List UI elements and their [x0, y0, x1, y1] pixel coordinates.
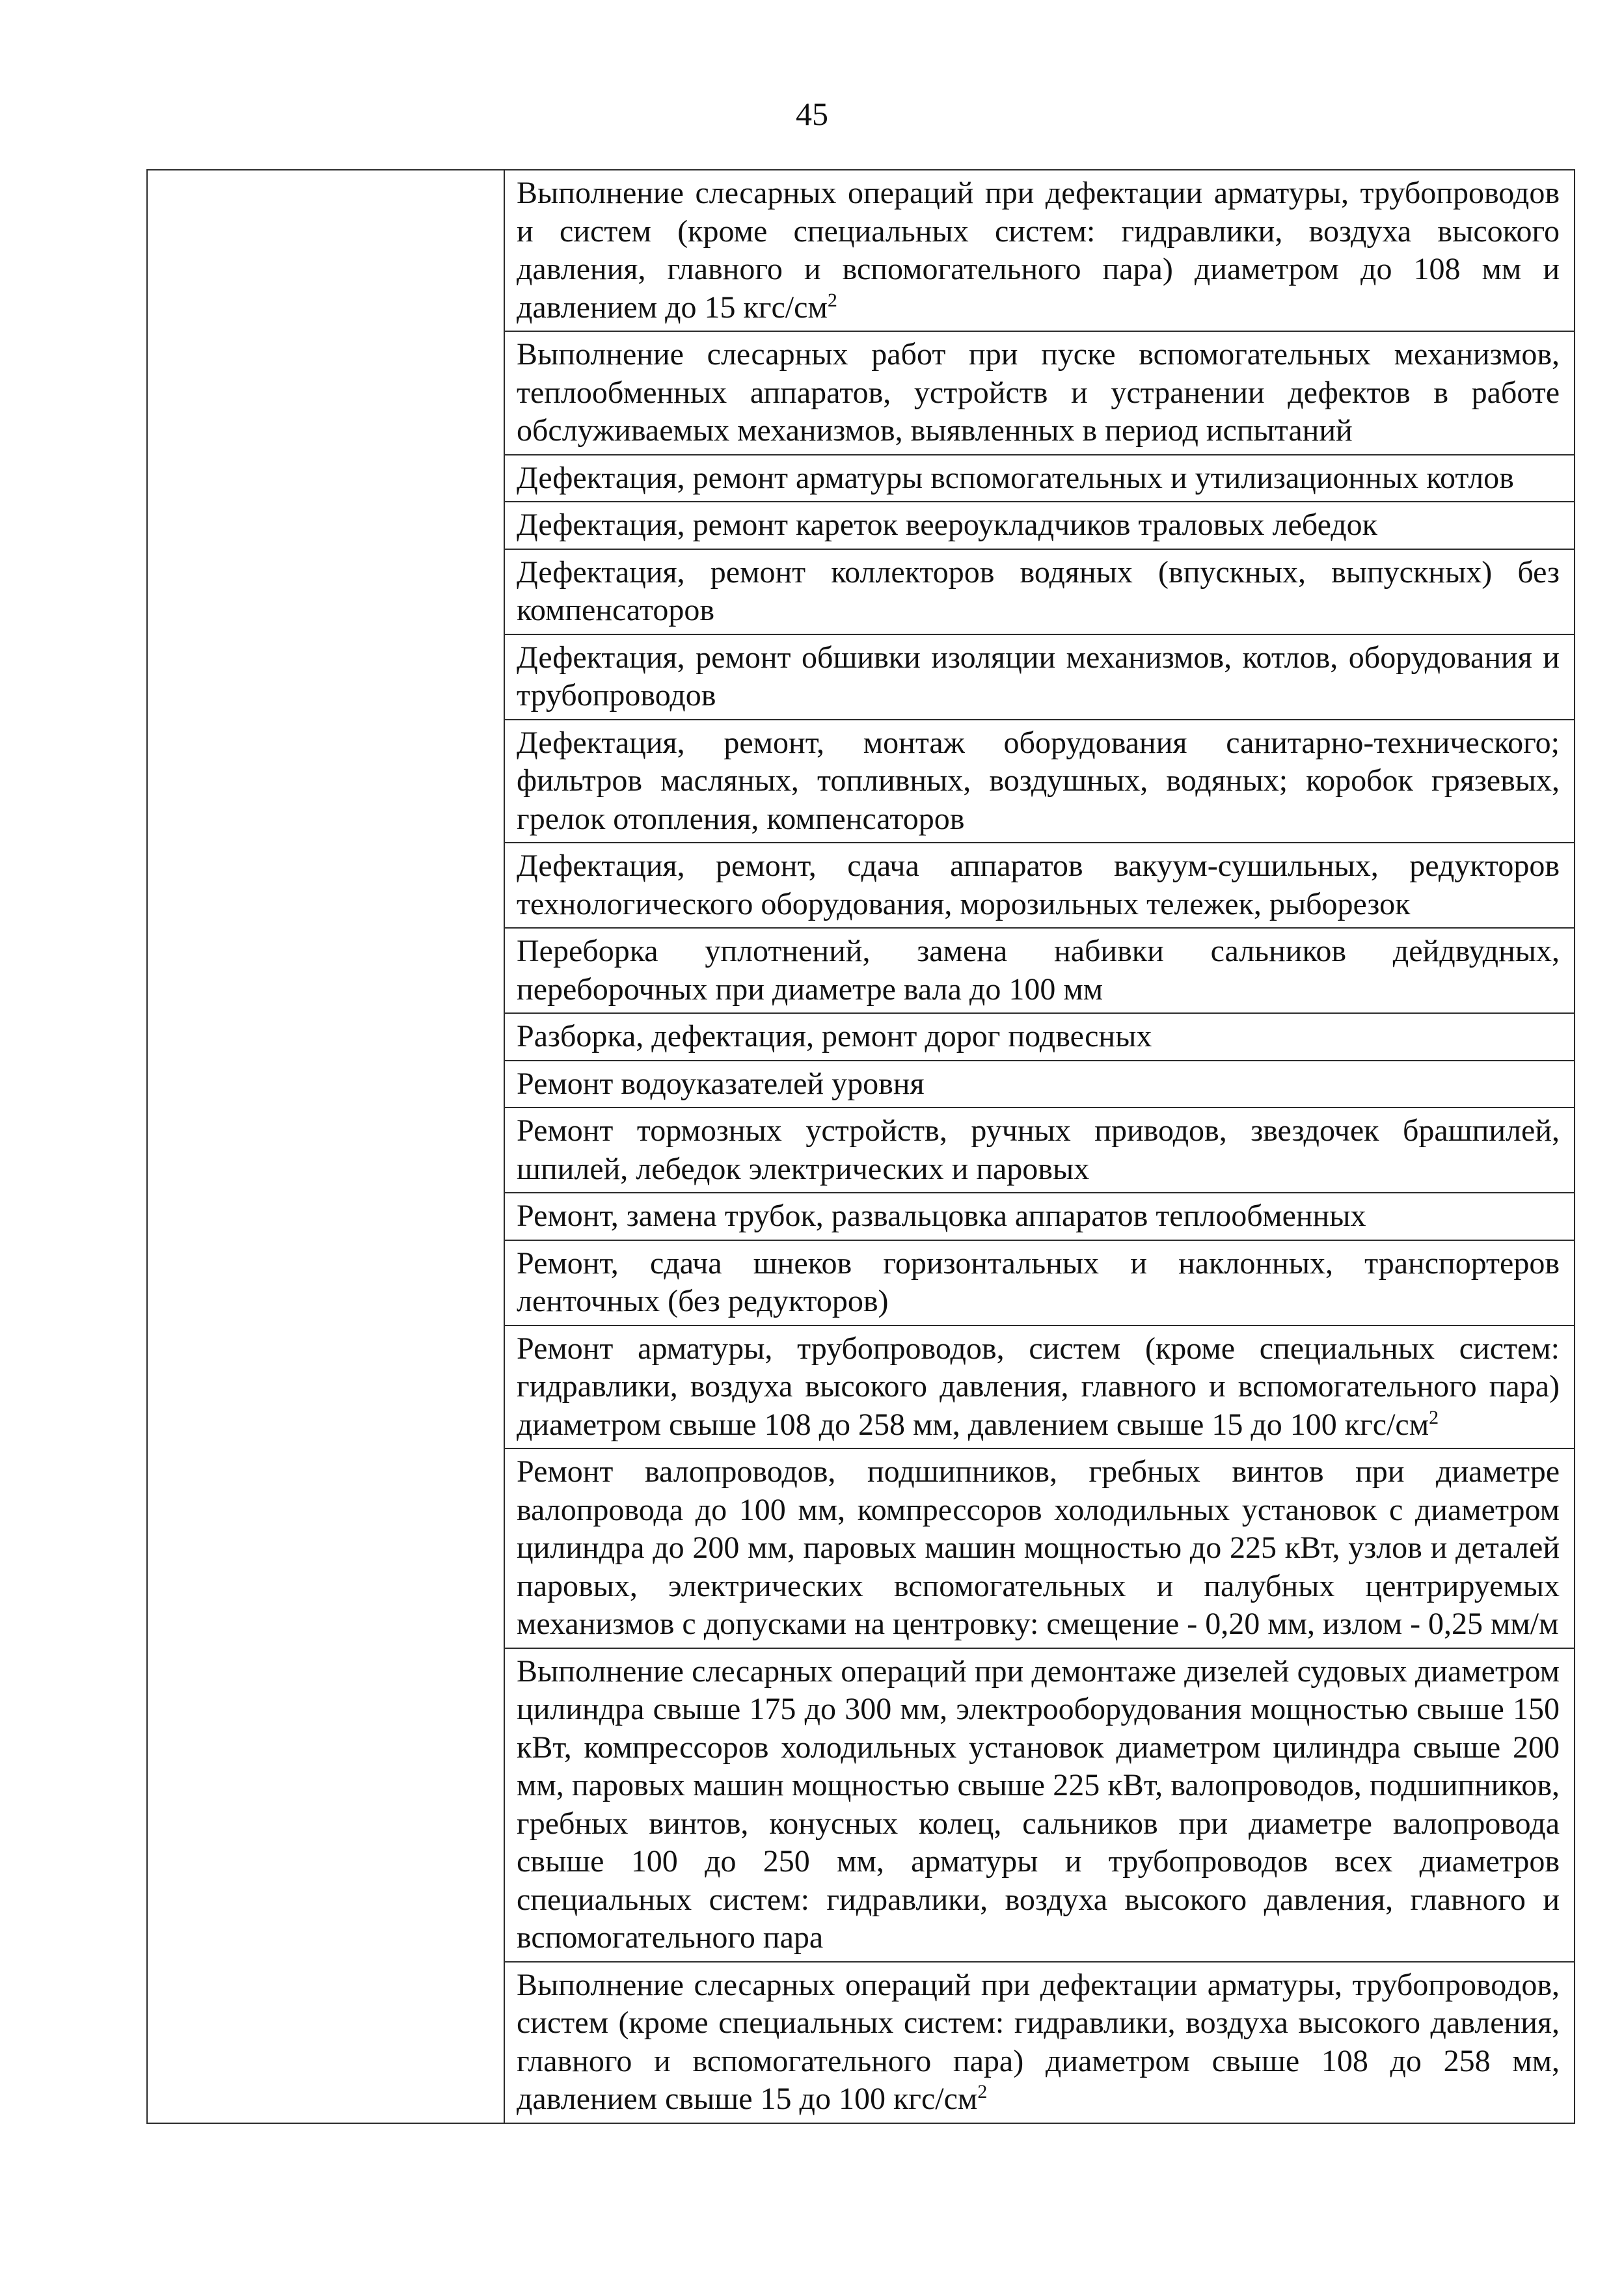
- page-number: 45: [796, 96, 828, 132]
- unit-superscript: 2: [977, 2081, 988, 2102]
- work-description-body: Выполнение слесарных операций при дефектации арматуры, трубопроводов и систем (кроме специальных систем: гидравлики, воздуха высокого давления, главного и вспомогательного пара) диаметром до 108 мм и давлением до 15 кгс/см: [517, 176, 1560, 325]
- work-description-cell: [504, 1013, 1575, 1061]
- work-description-body: Дефектация, ремонт арматуры вспомогательных и утилизационных котлов: [517, 460, 1514, 495]
- work-description-text: [517, 639, 1560, 715]
- work-description-body: Переборка уплотнений, замена набивки сальников дейдвудных, переборочных при диаметре вала до 100 мм: [517, 934, 1560, 1007]
- work-description-body: Дефектация, ремонт, сдача аппаратов вакуум-сушильных, редукторов технологического оборудования, морозильных тележек, рыборезок: [517, 849, 1560, 921]
- work-description-body: Выполнение слесарных работ при пуске вспомогательных механизмов, теплообменных аппаратов, устройств и устранении дефектов в работе обслуживаемых механизмов, выявленных в период испытаний: [517, 337, 1560, 448]
- work-description-cell: [504, 455, 1575, 502]
- work-description-text: [517, 1197, 1560, 1236]
- work-description-cell: [504, 1240, 1575, 1325]
- work-description-text: [517, 506, 1560, 545]
- work-description-body: Ремонт, замена трубок, развальцовка аппаратов теплообменных: [517, 1199, 1366, 1233]
- work-description-body: Ремонт, сдача шнеков горизонтальных и наклонных, транспортеров ленточных (без редукторов): [517, 1245, 1560, 1318]
- work-description-cell: [504, 549, 1575, 634]
- work-table-body: [147, 170, 1575, 2123]
- table-row: [147, 170, 1575, 331]
- work-description-text: [517, 1245, 1560, 1321]
- work-description-cell: [504, 1325, 1575, 1449]
- work-description-cell: [504, 1648, 1575, 1962]
- work-description-text: [517, 1453, 1560, 1644]
- work-description-body: Дефектация, ремонт кареток веероукладчиков траловых лебедок: [517, 508, 1377, 542]
- work-description-cell: [504, 634, 1575, 720]
- work-description-cell: [504, 1193, 1575, 1240]
- work-description-cell: [504, 1061, 1575, 1108]
- work-description-text: [517, 724, 1560, 839]
- work-description-text: [517, 336, 1560, 450]
- work-description-cell: [504, 843, 1575, 928]
- work-description-body: Ремонт водоуказателей уровня: [517, 1066, 925, 1101]
- work-description-cell: [504, 1448, 1575, 1648]
- work-description-body: Разборка, дефектация, ремонт дорог подвесных: [517, 1019, 1152, 1053]
- work-description-text: [517, 1330, 1560, 1445]
- work-description-text: [517, 1653, 1560, 1957]
- work-description-text: [517, 932, 1560, 1009]
- work-description-cell: [504, 720, 1575, 843]
- work-description-body: Выполнение слесарных операций при дефектации арматуры, трубопроводов, систем (кроме специальных систем: гидравлики, воздуха высокого давления, главного и вспомогательного пара) диаметром свыше 108 до 258 мм, давлением свыше 15 до 100 кгс/см: [517, 1967, 1560, 2116]
- work-description-text: [517, 1065, 1560, 1104]
- work-table: [146, 169, 1575, 2124]
- work-description-cell: [504, 1962, 1575, 2123]
- work-description-text: [517, 1112, 1560, 1188]
- unit-superscript: 2: [1429, 1406, 1439, 1428]
- work-description-body: Ремонт тормозных устройств, ручных приводов, звездочек брашпилей, шпилей, лебедок электрических и паровых: [517, 1113, 1560, 1186]
- work-description-cell: [504, 1107, 1575, 1193]
- work-description-text: [517, 459, 1560, 498]
- work-description-body: Дефектация, ремонт обшивки изоляции механизмов, котлов, оборудования и трубопроводов: [517, 640, 1560, 713]
- work-description-text: [517, 174, 1560, 327]
- work-description-cell: [504, 331, 1575, 455]
- work-description-cell: [504, 928, 1575, 1013]
- work-description-text: [517, 847, 1560, 923]
- work-description-body: Дефектация, ремонт коллекторов водяных (впускных, выпускных) без компенсаторов: [517, 554, 1560, 627]
- work-description-cell: [504, 170, 1575, 331]
- work-description-body: Ремонт арматуры, трубопроводов, систем (кроме специальных систем: гидравлики, воздуха высокого давления, главного и вспомогательного пара) диаметром свыше 108 до 258 мм, давлением свыше 15 до 100 кгс/см: [517, 1331, 1560, 1442]
- profession-cell: [147, 170, 504, 2123]
- work-description-body: Выполнение слесарных операций при демонтаже дизелей судовых диаметром цилиндра свыше 175 до 300 мм, электрооборудования мощностью свыше 150 кВт, компрессоров холодильных установок диаметром цилиндра свыше 200 мм, паровых машин мощностью свыше 225 кВт, валопроводов, подшипников, гребных винтов, конусных колец, сальников при диаметре валопровода свыше 100 до 250 мм, арматуры и трубопроводов всех диаметров специальных систем: гидравлики, воздуха высокого давления, главного и вспомогательного пара: [517, 1653, 1560, 1955]
- work-description-cell: [504, 502, 1575, 549]
- unit-superscript: 2: [827, 289, 837, 311]
- work-description-text: [517, 1966, 1560, 2119]
- work-description-body: Дефектация, ремонт, монтаж оборудования санитарно-технического; фильтров масляных, топливных, воздушных, водяных; коробок грязевых, грелок отопления, компенсаторов: [517, 725, 1560, 836]
- work-description-text: [517, 554, 1560, 630]
- work-description-body: Ремонт валопроводов, подшипников, гребных винтов при диаметре валопровода до 100 мм, компрессоров холодильных установок с диаметром цилиндра до 200 мм, паровых машин мощностью до 225 кВт, узлов и деталей паровых, электрических вспомогательных и палубных центрируемых механизмов с допусками на центровку: смещение - 0,20 мм, излом - 0,25 мм/м: [517, 1454, 1560, 1641]
- work-description-text: [517, 1018, 1560, 1056]
